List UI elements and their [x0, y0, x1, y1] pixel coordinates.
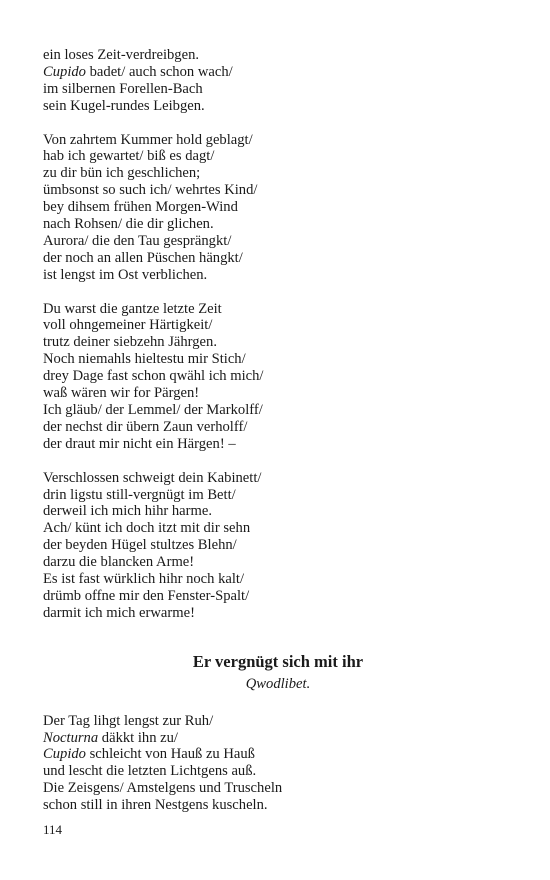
- verse-line: drey Dage fast schon qwähl ich mich/: [43, 368, 264, 385]
- page-body: [43, 47, 513, 831]
- stanza: [43, 47, 513, 115]
- verse-line: nach Rohsen/ die dir glichen.: [43, 216, 214, 233]
- verse-line: ist lengst im Ost verblichen.: [43, 266, 208, 283]
- stanza: [43, 713, 513, 814]
- verse-line: der beyden Hügel stultzes Blehn/: [43, 537, 237, 554]
- verse-line: Du warst die gantze letzte Zeit: [43, 300, 222, 317]
- verse-line: voll ohngemeiner Härtigkeit/: [43, 317, 213, 334]
- verse-line: und lescht die letzten Lichtgens auß.: [43, 763, 257, 780]
- verse-line: Der Tag lihgt lengst zur Ruh/: [43, 712, 214, 729]
- stanza: [43, 301, 513, 453]
- verse-line: sein Kugel-rundes Leibgen.: [43, 97, 205, 114]
- stanza: [43, 132, 513, 284]
- verse-line: derweil ich mich hihr harme.: [43, 503, 212, 520]
- verse-line: drin ligstu still-vergnügt im Bett/: [43, 486, 236, 503]
- poem-subtitle: Qwodlibet.: [245, 675, 311, 692]
- verse-line: schon still in ihren Nestgens kuscheln.: [43, 797, 268, 814]
- verse-line: trutz deiner siebzehn Jährgen.: [43, 334, 217, 351]
- verse-line: Ich gläub/ der Lemmel/ der Markolff/: [43, 402, 263, 418]
- verse-line: darzu die blancken Arme!: [43, 554, 195, 571]
- verse-line: Noch niemahls hieltestu mir Stich/: [43, 351, 246, 368]
- verse-line: Cupido badet/ auch schon wach/: [43, 63, 233, 80]
- verse-line: Es ist fast würklich hihr noch kalt/: [43, 571, 245, 588]
- verse-line: der nechst dir übern Zaun verholff/: [43, 418, 248, 435]
- verse-line: Cupido schleicht von Hauß zu Hauß: [43, 746, 255, 763]
- stanza: [43, 470, 513, 622]
- verse-line: ümbsonst so such ich/ wehrtes Kind/: [43, 182, 258, 199]
- poem-body: [43, 713, 513, 814]
- verse-line: Von zahrtem Kummer hold geblagt/: [43, 131, 253, 148]
- verse-line: drümb offne mir den Fenster-Spalt/: [43, 587, 250, 604]
- verse-line: Ach/ künt ich doch itzt mit dir sehn: [43, 520, 251, 537]
- verse-line: zu dir bün ich geschlichen;: [43, 165, 201, 182]
- verse-line: Nocturna däkkt ihn zu/: [43, 729, 178, 746]
- verse-line: darmit ich mich erwarme!: [43, 604, 195, 621]
- verse-line: der noch an allen Püschen hängkt/: [43, 249, 243, 266]
- verse-line: ein loses Zeit-verdreibgen.: [43, 47, 200, 63]
- verse-line: Verschlossen schweigt dein Kabinett/: [43, 469, 262, 486]
- verse-line: im silbernen Forellen-Bach: [43, 80, 203, 97]
- verse-line: Die Zeisgens/ Amstelgens und Truscheln: [43, 780, 283, 797]
- verse-line: der draut mir nicht ein Härgen! –: [43, 435, 236, 452]
- verse-line: hab ich gewartet/ biß es dagt/: [43, 148, 215, 165]
- page-number: 114: [43, 822, 63, 837]
- verse-line: waß wären wir for Pärgen!: [43, 385, 200, 402]
- poem-continued: [43, 47, 513, 622]
- verse-line: Aurora/ die den Tau gesprängkt/: [43, 232, 232, 249]
- poem-title: Er vergnügt sich mit ihr: [192, 651, 364, 671]
- verse-line: bey dihsem frühen Morgen-Wind: [43, 199, 238, 216]
